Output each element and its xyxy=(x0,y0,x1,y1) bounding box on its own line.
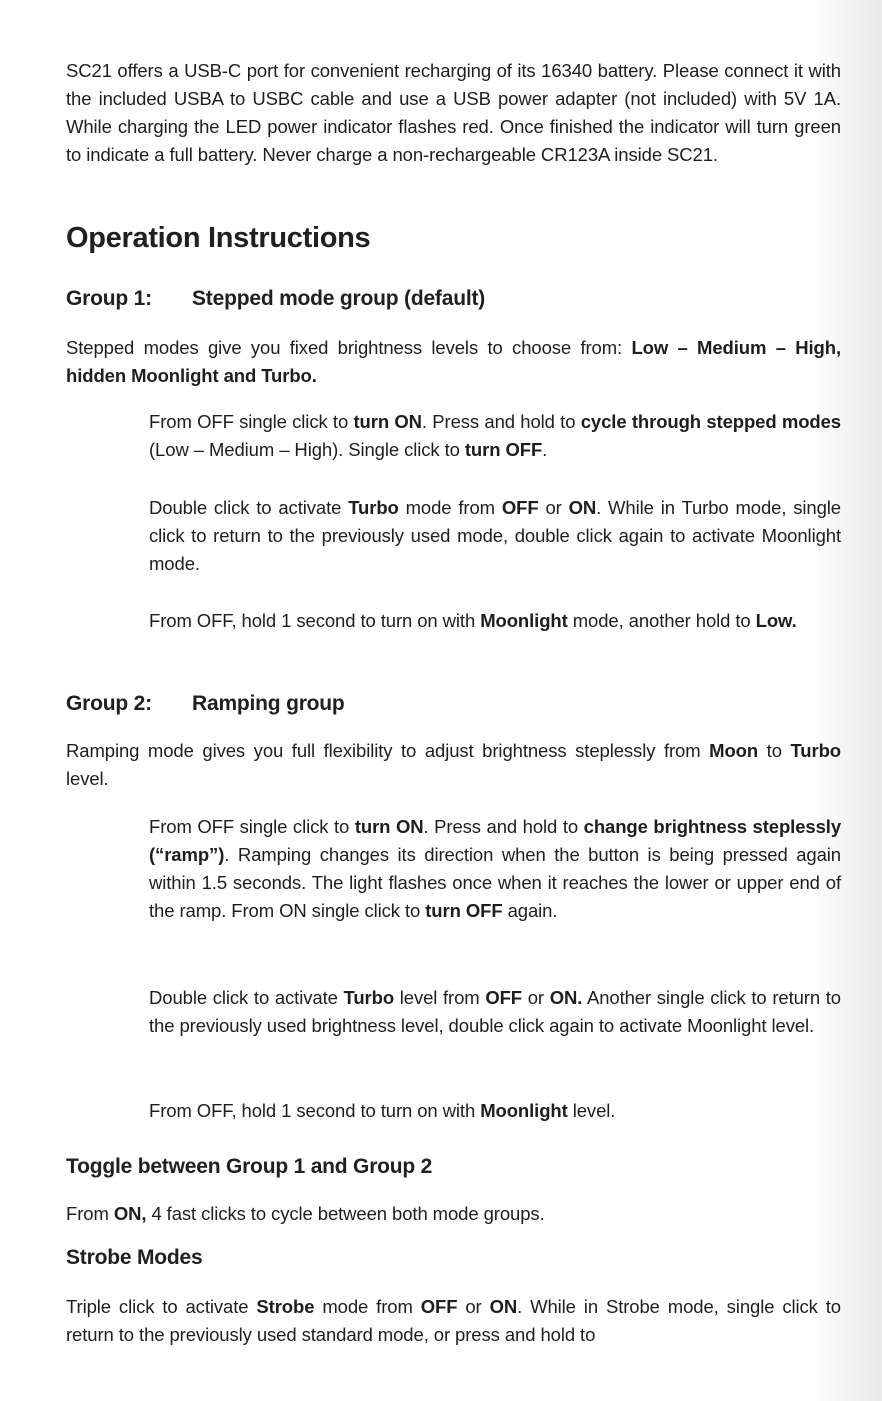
text: 4 fast clicks to cycle between both mode groups. xyxy=(146,1203,545,1224)
text: . Ramping changes its direction when the button is being pressed again within 1.5 seconds. The light flashes once when it reaches the lower or upper end of the ramp. From ON single click to xyxy=(149,844,841,921)
text: (Low – Medium – High). Single click to xyxy=(149,439,465,460)
text-bold: OFF xyxy=(420,1296,458,1317)
group2-title: Ramping group xyxy=(192,692,345,715)
text: mode, another hold to xyxy=(567,610,756,631)
text: mode from xyxy=(314,1296,421,1317)
text: From OFF single click to xyxy=(149,816,355,837)
text-bold: cycle through stepped modes xyxy=(580,411,841,432)
text: or xyxy=(457,1296,490,1317)
text: Double click to activate xyxy=(149,987,344,1008)
group1-instruction-1 xyxy=(149,408,841,464)
text-bold: turn ON xyxy=(353,411,422,432)
group2-number: Group 2: xyxy=(66,692,152,715)
text: Ramping mode gives you full flexibility to adjust brightness steplessly from xyxy=(66,740,710,761)
toggle-paragraph xyxy=(66,1200,841,1228)
text-bold: turn ON xyxy=(354,816,424,837)
group2-instruction-1 xyxy=(149,813,841,925)
text: From OFF, hold 1 second to turn on with xyxy=(149,610,481,631)
text: Another single click to return to the previously used brightness level, double click again to activate Moonlight level. xyxy=(149,987,841,1036)
group2-instruction-2 xyxy=(149,984,841,1040)
operation-instructions-heading: Operation Instructions xyxy=(66,222,371,254)
text: to xyxy=(758,740,791,761)
text: level. xyxy=(66,768,109,789)
text-bold: turn OFF xyxy=(464,439,543,460)
text-bold: Strobe xyxy=(256,1296,315,1317)
text: . xyxy=(542,439,548,460)
group1-instruction-3 xyxy=(149,607,841,635)
text: again. xyxy=(502,900,558,921)
group1-title: Stepped mode group (default) xyxy=(192,287,486,310)
toggle-heading: Toggle between Group 1 and Group 2 xyxy=(66,1155,433,1178)
text: . While in Turbo mode, single click to return to the previously used mode, double click again to activate Moonlight mode. xyxy=(149,497,841,574)
group1-instruction-2 xyxy=(149,494,841,578)
group2-instruction-3 xyxy=(149,1097,841,1125)
text-bold: OFF xyxy=(501,497,539,518)
charging-paragraph: SC21 offers a USB-C port for convenient recharging of its 16340 battery. Please connect it with the included USBA to USBC cable and use a USB power adapter (not included) with 5V 1A. While charging the LED power indicator flashes red. Once finished the indicator will turn green to indicate a full battery. Never charge a non-rechargeable CR123A inside SC21. xyxy=(66,60,841,165)
text-bold: Turbo xyxy=(348,497,399,518)
text: Double click to activate xyxy=(149,497,349,518)
group1-intro xyxy=(66,334,841,390)
text-bold: ON xyxy=(489,1296,518,1317)
text: Triple click to activate xyxy=(66,1296,257,1317)
text-bold: Moonlight xyxy=(480,610,568,631)
text-bold: Turbo xyxy=(343,987,395,1008)
text-bold: change brightness steplessly (“ramp”) xyxy=(149,816,842,865)
text-bold: ON. xyxy=(549,987,583,1008)
group1-number: Group 1: xyxy=(66,287,152,310)
group1-heading xyxy=(66,287,485,311)
strobe-heading: Strobe Modes xyxy=(66,1246,203,1269)
text-bold: OFF xyxy=(485,987,523,1008)
group2-heading xyxy=(66,692,345,716)
text: or xyxy=(522,987,550,1008)
text: mode from xyxy=(398,497,502,518)
text: level from xyxy=(394,987,486,1008)
text: From OFF, hold 1 second to turn on with xyxy=(149,1100,481,1121)
text: From OFF single click to xyxy=(149,411,354,432)
text: . Press and hold to xyxy=(423,816,584,837)
text-bold: Moonlight xyxy=(480,1100,568,1121)
text: level. xyxy=(567,1100,616,1121)
group1-intro-text: Stepped modes give you fixed brightness levels to choose from: xyxy=(66,337,632,358)
text-bold: Moon xyxy=(709,740,759,761)
text-bold: ON, xyxy=(113,1203,147,1224)
text: . While in Strobe mode, single click to return to the previously used standard mode, or press and hold to xyxy=(66,1296,841,1345)
text-bold: Turbo xyxy=(790,740,841,761)
text-bold: turn OFF xyxy=(425,900,503,921)
text: or xyxy=(538,497,569,518)
group1-intro-modes: Low – Medium – High, hidden Moonlight and Turbo. xyxy=(66,337,841,386)
text-bold: ON xyxy=(568,497,597,518)
group2-intro xyxy=(66,737,841,793)
text: From xyxy=(66,1203,114,1224)
text: . Press and hold to xyxy=(421,411,581,432)
text-bold: Low. xyxy=(755,610,797,631)
strobe-paragraph xyxy=(66,1293,841,1349)
